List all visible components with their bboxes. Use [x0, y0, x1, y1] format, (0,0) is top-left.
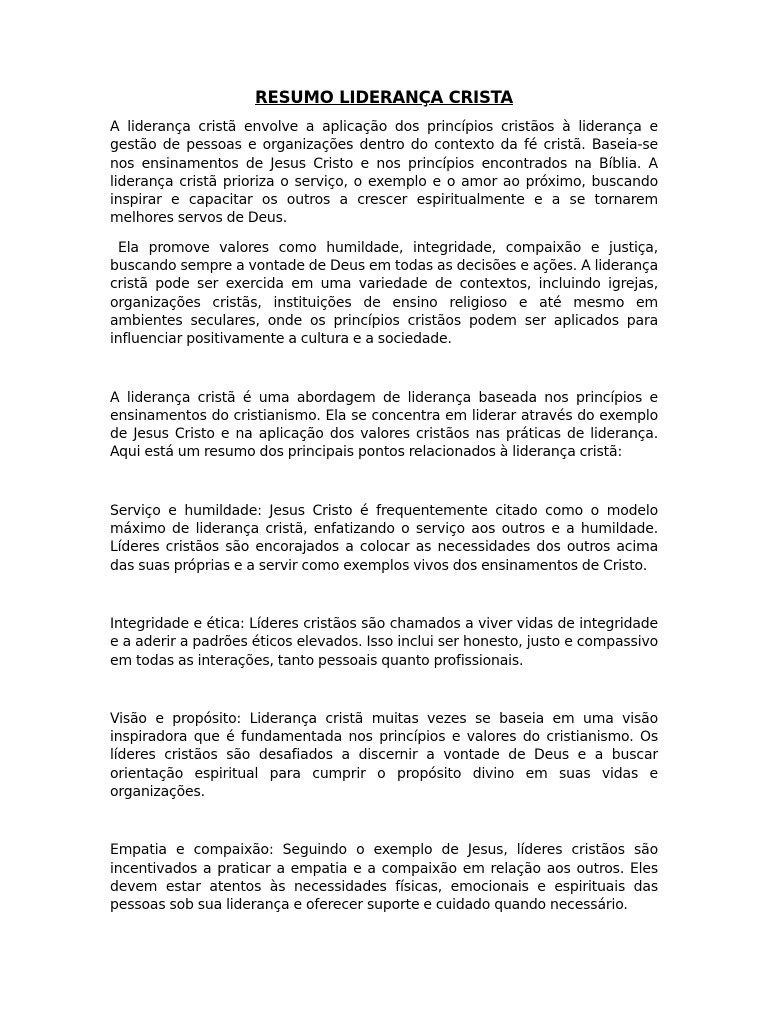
paragraph-integrity-ethics: Integridade e ética: Líderes cristãos são chamados a viver vidas de integridade e a aderir a padrões éticos elevados. Isso inclui ser honesto, justo e compassivo em todas as interações, tanto pessoais quanto profissionais.: [110, 615, 658, 669]
paragraph-service-humility: Serviço e humildade: Jesus Cristo é frequentemente citado como o modelo máximo de liderança cristã, enfatizando o serviço aos outros e a humildade. Líderes cristãos são encorajados a colocar as necessidades dos outros acima das suas próprias e a servir como exemplos vivos dos ensinamentos de Cristo.: [110, 502, 658, 574]
paragraph-vision-purpose: Visão e propósito: Liderança cristã muitas vezes se baseia em uma visão inspiradora que é fundamentada nos princípios e valores do cristianismo. Os líderes cristãos são desafiados a discernir a vontade de Deus e a buscar orientação espiritual para cumprir o propósito divino em suas vidas e organizações.: [110, 710, 658, 801]
paragraph-approach: A liderança cristã é uma abordagem de liderança baseada nos princípios e ensinamentos do cristianismo. Ela se concentra em liderar através do exemplo de Jesus Cristo e na aplicação dos valores cristãos nas práticas de liderança. Aqui está um resumo dos principais pontos relacionados à liderança cristã:: [110, 389, 658, 461]
paragraph-empathy-compassion: Empatia e compaixão: Seguindo o exemplo de Jesus, líderes cristãos são incentivados a praticar a empatia e a compaixão em relação aos outros. Eles devem estar atentos às necessidades físicas, emocionais e espirituais das pessoas sob sua liderança e oferecer suporte e cuidado quando necessário.: [110, 842, 658, 914]
document-title: RESUMO LIDERANÇA CRISTA: [255, 88, 513, 107]
paragraph-intro: A liderança cristã envolve a aplicação dos princípios cristãos à liderança e gestão de pessoas e organizações dentro do contexto da fé cristã. Baseia-se nos ensinamentos de Jesus Cristo e nos princípios encontrados na Bíblia. A liderança cristã prioriza o serviço, o exemplo e o amor ao próximo, buscando inspirar e capacitar os outros a crescer espiritualmente e a se tornarem melhores servos de Deus.: [110, 119, 658, 227]
paragraph-values: Ela promove valores como humildade, integridade, compaixão e justiça, buscando sempre a vontade de Deus em todas as decisões e ações. A liderança cristã pode ser exercida em uma variedade de contextos, incluindo igrejas, organizações cristãs, instituições de ensino religioso e até mesmo em ambientes seculares, onde os princípios cristãos podem ser aplicados para influenciar positivamente a cultura e a sociedade.: [110, 239, 658, 348]
document-page: [110, 88, 658, 915]
